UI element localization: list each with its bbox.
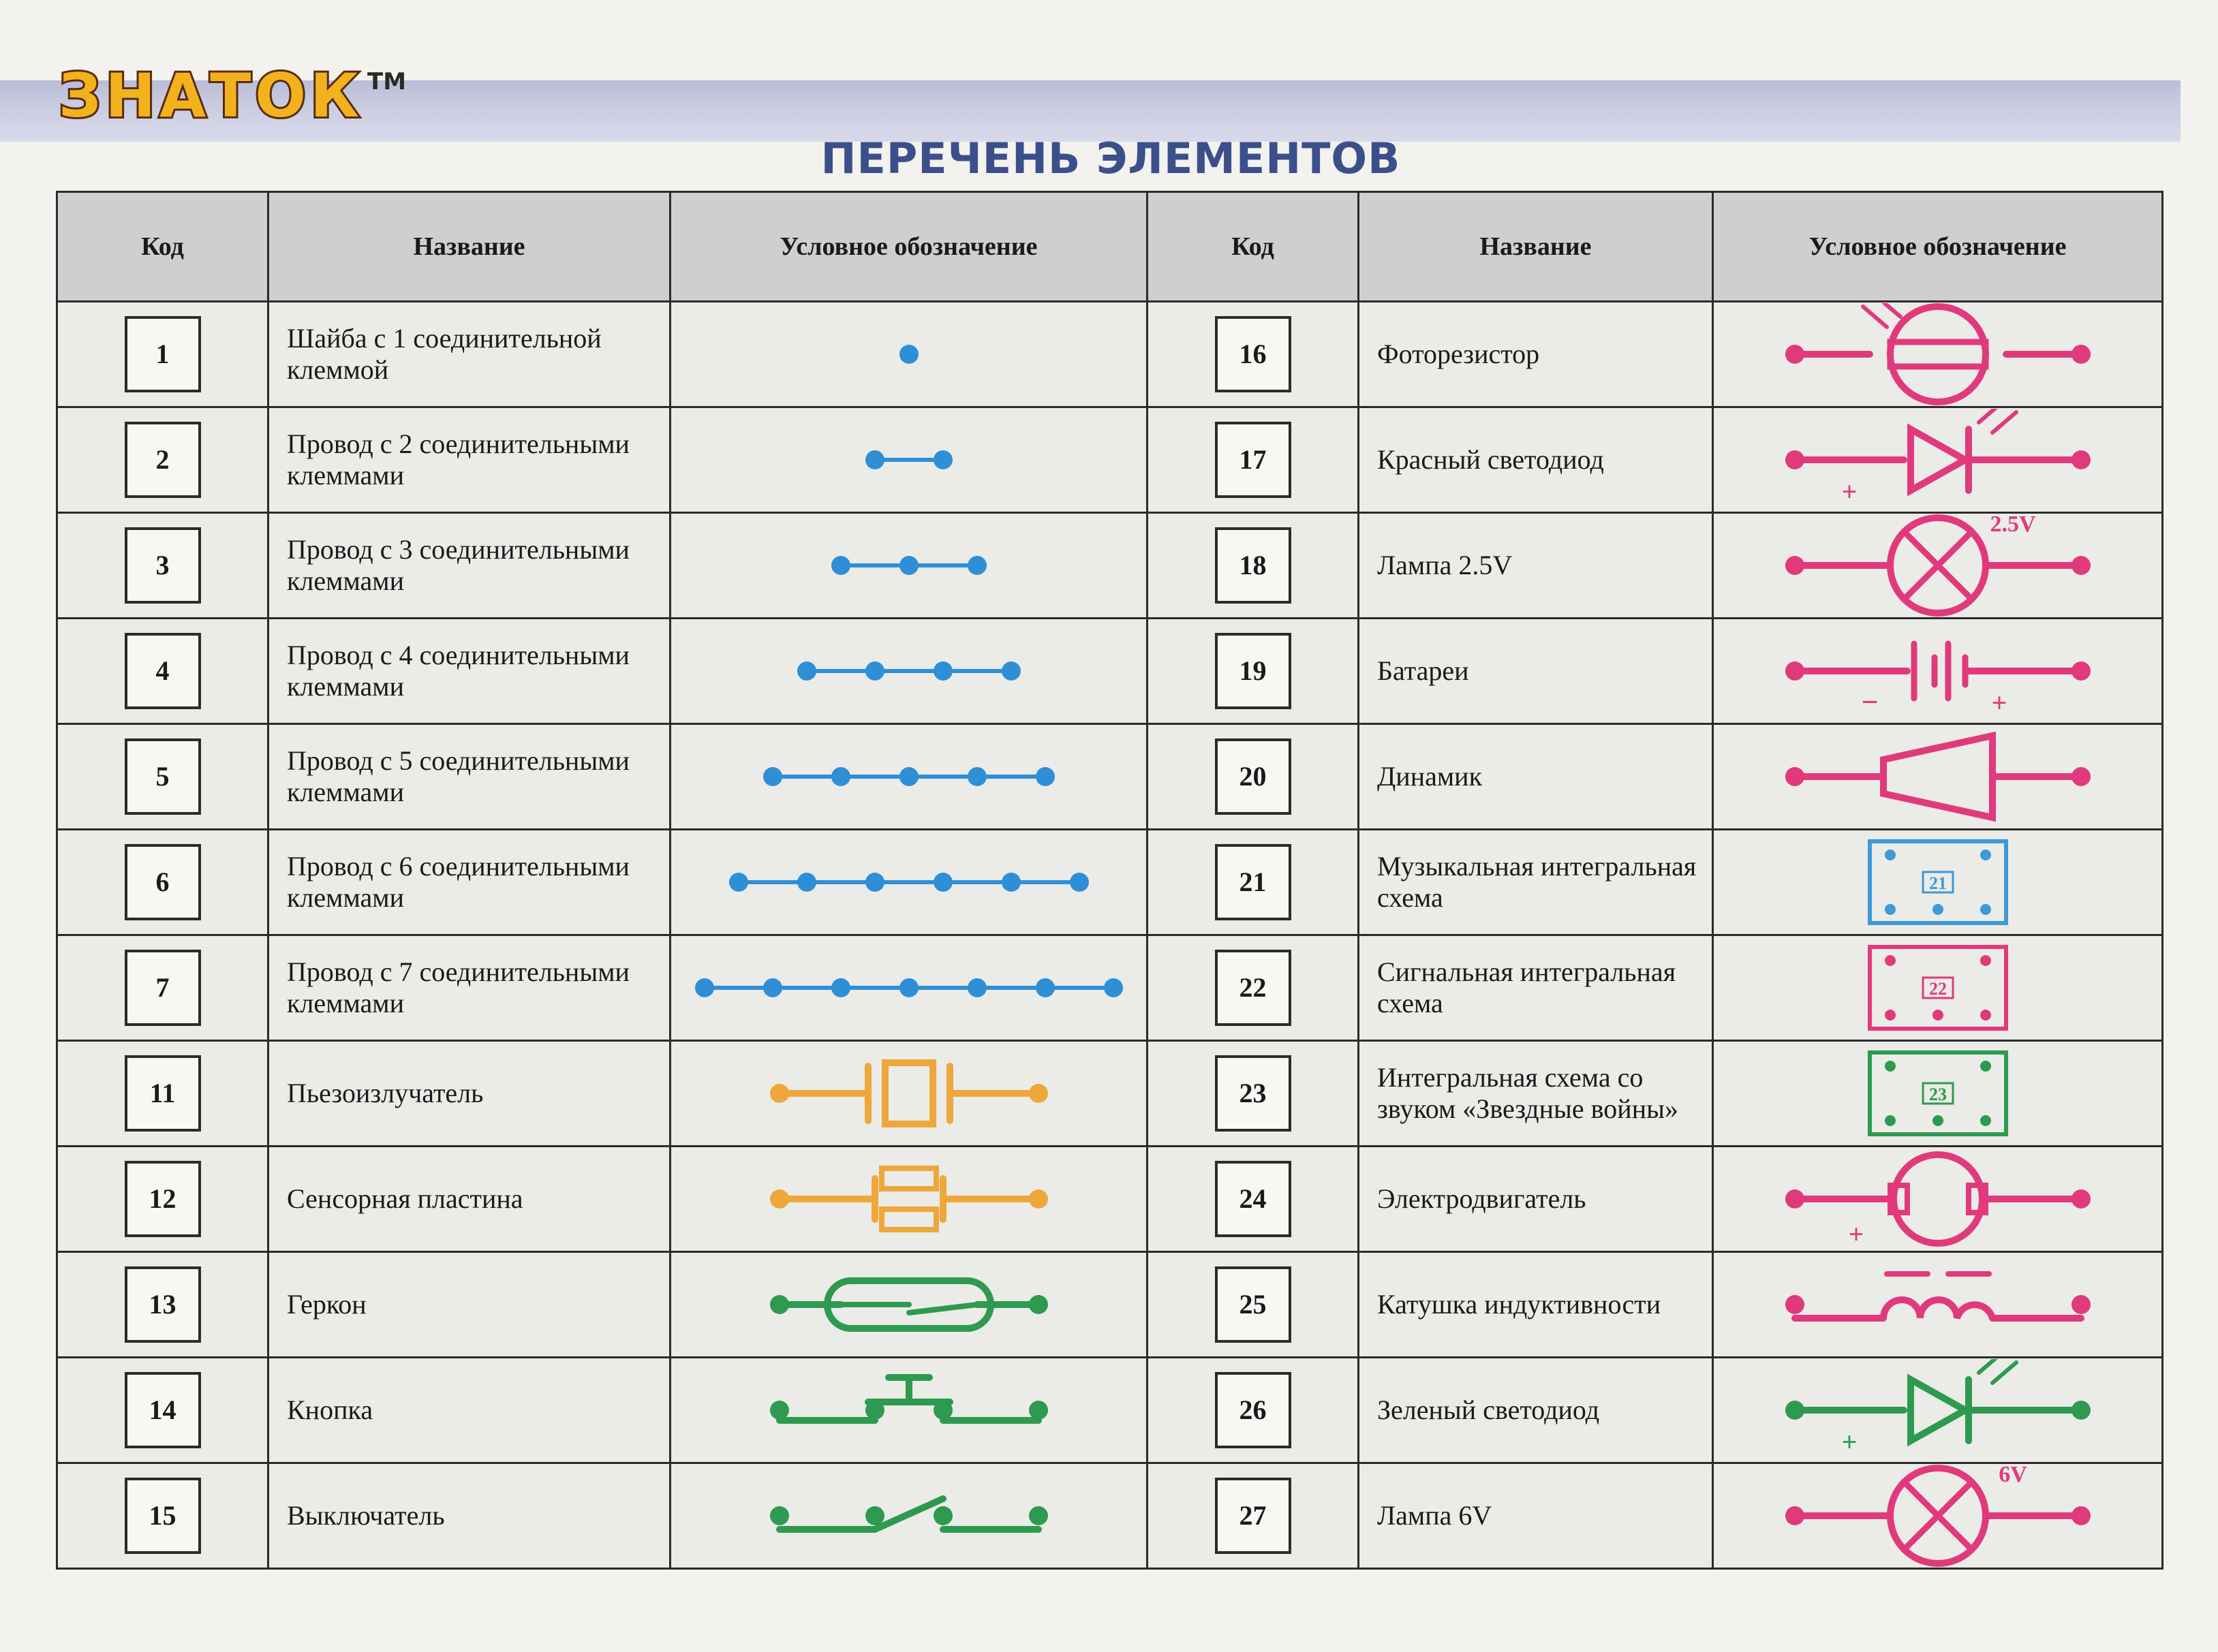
wire-5-symbol-icon (684, 726, 1134, 828)
symbol-label: 6V (1998, 1465, 2027, 1487)
symbol-label: − (1860, 685, 1879, 719)
element-code: 4 (125, 633, 201, 709)
symbol-cell (671, 302, 1147, 407)
element-name: Сигнальная интегральная схема (1359, 935, 1713, 1041)
symbol-cell (1713, 830, 2163, 935)
elements-table (56, 191, 2163, 1570)
table-row (57, 1147, 2163, 1252)
element-code: 25 (1215, 1266, 1291, 1343)
speaker-symbol-icon (1768, 726, 2108, 828)
symbol-cell (671, 1147, 1147, 1252)
symbol-cell (1713, 724, 2163, 830)
led-symbol-icon (1768, 1359, 2108, 1461)
element-code: 21 (1215, 844, 1291, 920)
code-cell (1147, 1252, 1359, 1358)
ic-label: 21 (1928, 873, 1947, 893)
code-cell (1147, 513, 1359, 619)
wire-2-symbol-icon (684, 409, 1134, 511)
code-cell (1147, 724, 1359, 830)
lamp-symbol-icon (1768, 514, 2108, 617)
symbol-label: + (1848, 1219, 1864, 1249)
symbol-label: + (1841, 476, 1857, 507)
led-symbol-icon (1768, 409, 2108, 511)
element-name: Пьезоизлучатель (268, 1041, 671, 1147)
push-button-symbol-icon (684, 1359, 1134, 1461)
element-name: Батареи (1359, 619, 1713, 724)
element-name: Катушка индуктивности (1359, 1252, 1713, 1358)
element-name: Провод с 5 соединительными клеммами (268, 724, 671, 830)
code-cell (57, 619, 268, 724)
symbol-label: 2.5V (1989, 514, 2036, 537)
ic-symbol-icon (1768, 831, 2108, 933)
page-title: ПЕРЕЧЕНЬ ЭЛЕМЕНТОВ (820, 134, 1401, 183)
symbol-cell (1713, 1147, 2163, 1252)
code-cell (1147, 1147, 1359, 1252)
symbol-cell (671, 619, 1147, 724)
element-code: 13 (125, 1266, 201, 1343)
element-code: 20 (1215, 738, 1291, 815)
piezo-symbol-icon (684, 1042, 1134, 1144)
element-code: 2 (125, 422, 201, 498)
symbol-cell (1713, 1252, 2163, 1358)
element-code: 14 (125, 1372, 201, 1448)
element-code: 15 (125, 1478, 201, 1554)
element-code: 3 (125, 527, 201, 604)
brand-logo (59, 61, 407, 131)
symbol-cell (1713, 935, 2163, 1041)
symbol-cell (671, 1463, 1147, 1569)
element-name: Шайба с 1 соединительной клеммой (268, 302, 671, 407)
inductor-symbol-icon (1768, 1253, 2108, 1356)
ic-label: 23 (1928, 1085, 1947, 1104)
code-cell (57, 302, 268, 407)
symbol-cell (1713, 513, 2163, 619)
code-cell (1147, 830, 1359, 935)
code-cell (1147, 1041, 1359, 1147)
header-symbol: Условное обозначение (671, 192, 1147, 302)
element-code: 22 (1215, 950, 1291, 1026)
table-row (57, 1358, 2163, 1463)
symbol-cell (671, 513, 1147, 619)
motor-symbol-icon (1768, 1148, 2108, 1250)
element-code: 11 (125, 1055, 201, 1132)
element-name: Лампа 2.5V (1359, 513, 1713, 619)
photoresistor-symbol-icon (1768, 303, 2108, 405)
element-name: Сенсорная пластина (268, 1147, 671, 1252)
table-row (57, 1463, 2163, 1569)
code-cell (57, 1252, 268, 1358)
element-name: Музыкальная интегральная схема (1359, 830, 1713, 935)
element-code: 16 (1215, 316, 1291, 392)
element-code: 6 (125, 844, 201, 920)
lamp-symbol-icon (1768, 1465, 2108, 1567)
ic-symbol-icon (1768, 937, 2108, 1039)
element-code: 26 (1215, 1372, 1291, 1448)
table-row (57, 724, 2163, 830)
symbol-cell (671, 1041, 1147, 1147)
table-header-row (57, 192, 2163, 302)
code-cell (1147, 407, 1359, 513)
symbol-cell (671, 830, 1147, 935)
symbol-cell (1713, 1358, 2163, 1463)
header-name: Название (1359, 192, 1713, 302)
element-code: 7 (125, 950, 201, 1026)
element-code: 27 (1215, 1478, 1291, 1554)
symbol-cell (1713, 407, 2163, 513)
touch-plate-symbol-icon (684, 1148, 1134, 1250)
element-name: Выключатель (268, 1463, 671, 1569)
code-cell (57, 1463, 268, 1569)
element-name: Динамик (1359, 724, 1713, 830)
element-code: 1 (125, 316, 201, 392)
symbol-cell (671, 724, 1147, 830)
element-name: Провод с 2 соединительными клеммами (268, 407, 671, 513)
washer-1-symbol-icon (684, 303, 1134, 405)
symbol-cell (1713, 619, 2163, 724)
wire-4-symbol-icon (684, 620, 1134, 722)
header-code: Код (57, 192, 268, 302)
code-cell (57, 935, 268, 1041)
table-row (57, 1041, 2163, 1147)
ic-label: 22 (1928, 979, 1947, 999)
symbol-cell (671, 1358, 1147, 1463)
code-cell (1147, 619, 1359, 724)
wire-7-symbol-icon (684, 937, 1134, 1039)
element-code: 19 (1215, 633, 1291, 709)
trademark-sign: TM (367, 68, 407, 95)
symbol-cell (1713, 302, 2163, 407)
symbol-label: + (1991, 687, 2007, 718)
table-row (57, 407, 2163, 513)
symbol-label: + (1841, 1427, 1857, 1457)
switch-symbol-icon (684, 1465, 1134, 1567)
brand-logo-text: ЗНАТОК (59, 61, 364, 131)
element-name: Интегральная схема со звуком «Звездные войны» (1359, 1041, 1713, 1147)
table-row (57, 513, 2163, 619)
element-name: Фоторезистор (1359, 302, 1713, 407)
element-name: Провод с 6 соединительными клеммами (268, 830, 671, 935)
symbol-cell (671, 407, 1147, 513)
wire-3-symbol-icon (684, 514, 1134, 617)
code-cell (57, 830, 268, 935)
element-code: 5 (125, 738, 201, 815)
ic-symbol-icon (1768, 1042, 2108, 1144)
element-name: Зеленый светодиод (1359, 1358, 1713, 1463)
element-code: 17 (1215, 422, 1291, 498)
element-code: 24 (1215, 1161, 1291, 1237)
element-name: Кнопка (268, 1358, 671, 1463)
code-cell (57, 1147, 268, 1252)
code-cell (1147, 1358, 1359, 1463)
wire-6-symbol-icon (684, 831, 1134, 933)
table-row (57, 619, 2163, 724)
code-cell (1147, 302, 1359, 407)
code-cell (1147, 1463, 1359, 1569)
battery-symbol-icon (1768, 620, 2108, 722)
element-code: 12 (125, 1161, 201, 1237)
element-name: Лампа 6V (1359, 1463, 1713, 1569)
element-name: Красный светодиод (1359, 407, 1713, 513)
symbol-cell (1713, 1041, 2163, 1147)
table-row (57, 302, 2163, 407)
element-name: Провод с 7 соединительными клеммами (268, 935, 671, 1041)
element-name: Провод с 4 соединительными клеммами (268, 619, 671, 724)
header-name: Название (268, 192, 671, 302)
symbol-cell (671, 935, 1147, 1041)
table-row (57, 935, 2163, 1041)
element-code: 18 (1215, 527, 1291, 604)
element-name: Провод с 3 соединительными клеммами (268, 513, 671, 619)
element-name: Геркон (268, 1252, 671, 1358)
code-cell (57, 1041, 268, 1147)
element-code: 23 (1215, 1055, 1291, 1132)
code-cell (57, 724, 268, 830)
table-row (57, 1252, 2163, 1358)
reed-switch-symbol-icon (684, 1253, 1134, 1356)
header-code: Код (1147, 192, 1359, 302)
header-symbol: Условное обозначение (1713, 192, 2163, 302)
symbol-cell (671, 1252, 1147, 1358)
code-cell (57, 1358, 268, 1463)
element-name: Электродвигатель (1359, 1147, 1713, 1252)
code-cell (57, 513, 268, 619)
table-row (57, 830, 2163, 935)
symbol-cell (1713, 1463, 2163, 1569)
code-cell (57, 407, 268, 513)
code-cell (1147, 935, 1359, 1041)
